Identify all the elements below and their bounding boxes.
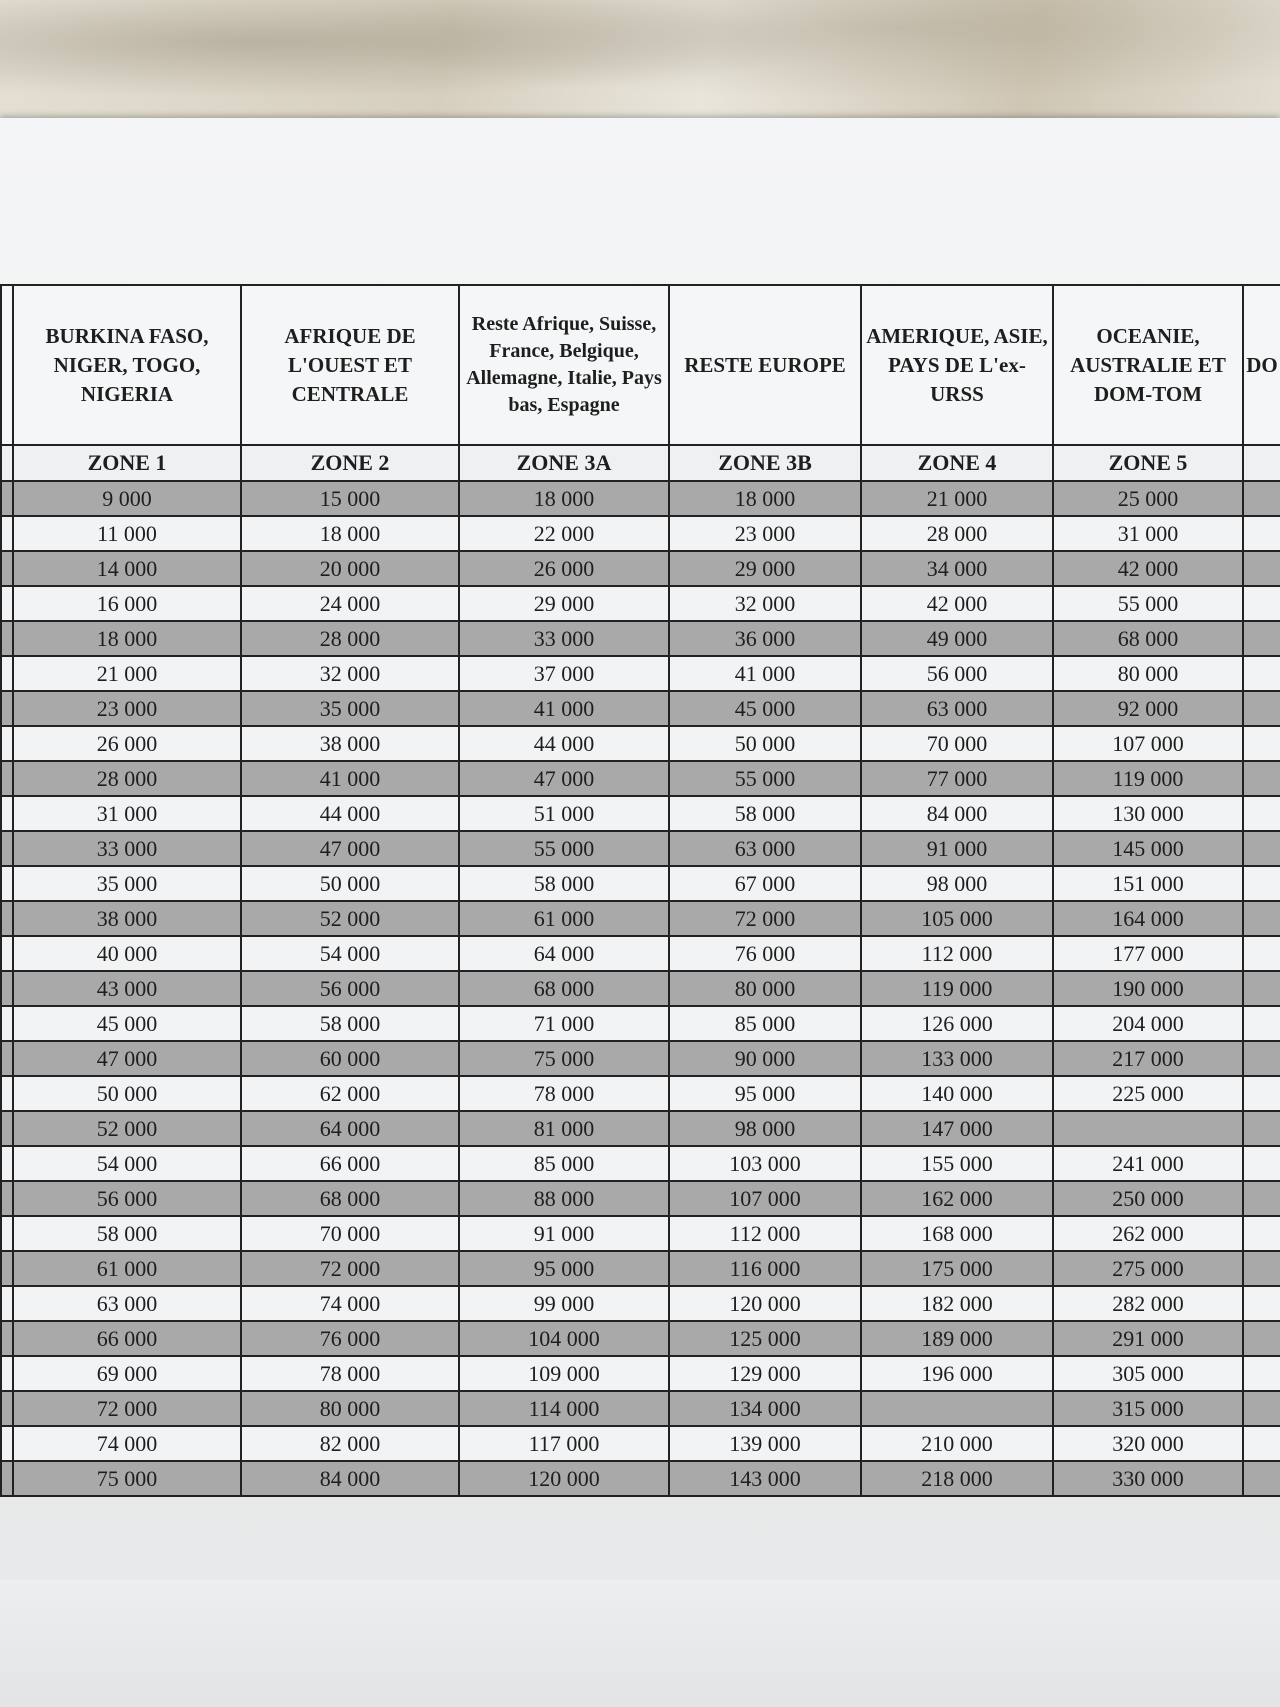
rate-cell-zone-3b: 58 000 [669, 796, 861, 831]
rate-cell-zone-2: 47 000 [241, 831, 459, 866]
rate-cell-zone-3a: 75 000 [459, 1041, 669, 1076]
rate-cell-zone-1: 69 000 [13, 1356, 241, 1391]
rate-cell-zone-5: 320 000 [1053, 1426, 1243, 1461]
rate-cell-zone-2: 35 000 [241, 691, 459, 726]
row-stub-right [1243, 1286, 1280, 1321]
row-stub-left [1, 621, 13, 656]
rate-cell-zone-5: 55 000 [1053, 586, 1243, 621]
table-row [1, 621, 1280, 656]
rate-cell-zone-4: 63 000 [861, 691, 1053, 726]
table-row [1, 1216, 1280, 1251]
header-region-cut-off: DO [1243, 285, 1280, 445]
rate-cell-zone-3b: 139 000 [669, 1426, 861, 1461]
rate-cell-zone-3b: 125 000 [669, 1321, 861, 1356]
row-stub-left [1, 866, 13, 901]
rate-cell-zone-3b: 90 000 [669, 1041, 861, 1076]
rate-cell-zone-2: 66 000 [241, 1146, 459, 1181]
row-stub-left [1, 481, 13, 516]
rate-cell-zone-5: 204 000 [1053, 1006, 1243, 1041]
rate-cell-zone-3a: 95 000 [459, 1251, 669, 1286]
zone-label-3a: ZONE 3A [459, 445, 669, 481]
rate-cell-zone-4: 175 000 [861, 1251, 1053, 1286]
rate-cell-zone-4: 70 000 [861, 726, 1053, 761]
row-stub-right [1243, 516, 1280, 551]
row-stub-left [1, 1461, 13, 1496]
rate-cell-zone-3a: 109 000 [459, 1356, 669, 1391]
rate-cell-zone-2: 64 000 [241, 1111, 459, 1146]
rate-cell-zone-1: 58 000 [13, 1216, 241, 1251]
table-row [1, 1181, 1280, 1216]
rate-cell-zone-3b: 103 000 [669, 1146, 861, 1181]
header-region-zone-4: AMERIQUE, ASIE, PAYS DE L'ex-URSS [861, 285, 1053, 445]
rate-cell-zone-4: 105 000 [861, 901, 1053, 936]
rate-cell-zone-3b: 45 000 [669, 691, 861, 726]
table-row [1, 726, 1280, 761]
row-stub-right [1243, 1391, 1280, 1426]
table-row [1, 1006, 1280, 1041]
table-row [1, 1076, 1280, 1111]
rate-cell-zone-5: 31 000 [1053, 516, 1243, 551]
rate-cell-zone-4: 196 000 [861, 1356, 1053, 1391]
row-stub-left [1, 1321, 13, 1356]
header-region-zone-1: BURKINA FASO, NIGER, TOGO, NIGERIA [13, 285, 241, 445]
row-stub-left [1, 936, 13, 971]
rate-cell-zone-2: 38 000 [241, 726, 459, 761]
rate-cell-zone-5: 68 000 [1053, 621, 1243, 656]
rate-cell-zone-4: 42 000 [861, 586, 1053, 621]
row-stub-left [1, 551, 13, 586]
rate-cell-zone-5: 164 000 [1053, 901, 1243, 936]
row-stub-right [1243, 971, 1280, 1006]
rate-cell-zone-4: 112 000 [861, 936, 1053, 971]
row-stub-left [1, 1111, 13, 1146]
rate-cell-zone-5: 145 000 [1053, 831, 1243, 866]
table-row [1, 761, 1280, 796]
rate-cell-zone-2: 74 000 [241, 1286, 459, 1321]
row-stub-right [1243, 586, 1280, 621]
rate-cell-zone-4: 34 000 [861, 551, 1053, 586]
rate-cell-zone-3a: 41 000 [459, 691, 669, 726]
rate-cell-zone-1: 18 000 [13, 621, 241, 656]
rate-cell-zone-3b: 112 000 [669, 1216, 861, 1251]
rate-cell-zone-2: 32 000 [241, 656, 459, 691]
table-row [1, 1426, 1280, 1461]
rate-cell-zone-1: 43 000 [13, 971, 241, 1006]
rate-cell-zone-3a: 37 000 [459, 656, 669, 691]
rate-cell-zone-2: 78 000 [241, 1356, 459, 1391]
zone-label-2: ZONE 2 [241, 445, 459, 481]
table-row [1, 1111, 1280, 1146]
table-row [1, 1286, 1280, 1321]
rate-cell-zone-5: 92 000 [1053, 691, 1243, 726]
row-stub-right [1243, 1181, 1280, 1216]
rate-cell-zone-3a: 85 000 [459, 1146, 669, 1181]
rate-cell-zone-5: 42 000 [1053, 551, 1243, 586]
rate-cell-zone-2: 41 000 [241, 761, 459, 796]
rate-cell-zone-4: 28 000 [861, 516, 1053, 551]
row-stub-right [1243, 901, 1280, 936]
rate-cell-zone-5: 151 000 [1053, 866, 1243, 901]
rate-cell-zone-3a: 51 000 [459, 796, 669, 831]
rate-cell-zone-4: 189 000 [861, 1321, 1053, 1356]
rate-cell-zone-1: 72 000 [13, 1391, 241, 1426]
rate-cell-zone-3a: 64 000 [459, 936, 669, 971]
row-stub-left [1, 1286, 13, 1321]
rate-cell-zone-2: 82 000 [241, 1426, 459, 1461]
row-stub-right [1243, 1216, 1280, 1251]
rate-rows [1, 481, 1280, 1496]
rate-cell-zone-3a: 91 000 [459, 1216, 669, 1251]
rate-cell-zone-2: 18 000 [241, 516, 459, 551]
zone-label-cut-off [1243, 445, 1280, 481]
rate-cell-zone-5: 25 000 [1053, 481, 1243, 516]
table-row [1, 831, 1280, 866]
rate-cell-zone-4: 168 000 [861, 1216, 1053, 1251]
rate-cell-zone-4: 218 000 [861, 1461, 1053, 1496]
rate-cell-zone-3b: 55 000 [669, 761, 861, 796]
row-stub-left [1, 796, 13, 831]
row-stub-right [1243, 831, 1280, 866]
rate-cell-zone-5: 217 000 [1053, 1041, 1243, 1076]
rate-cell-zone-4: 56 000 [861, 656, 1053, 691]
rate-cell-zone-2: 84 000 [241, 1461, 459, 1496]
rate-cell-zone-2: 80 000 [241, 1391, 459, 1426]
rate-cell-zone-4: 162 000 [861, 1181, 1053, 1216]
row-stub-right [1243, 1356, 1280, 1391]
row-stub-right [1243, 691, 1280, 726]
rate-cell-zone-3a: 55 000 [459, 831, 669, 866]
rate-cell-zone-5: 330 000 [1053, 1461, 1243, 1496]
rate-cell-zone-1: 47 000 [13, 1041, 241, 1076]
rate-cell-zone-5: 282 000 [1053, 1286, 1243, 1321]
rate-cell-zone-4: 98 000 [861, 866, 1053, 901]
rate-cell-zone-5: 190 000 [1053, 971, 1243, 1006]
row-stub-left [1, 1356, 13, 1391]
rate-cell-zone-2: 44 000 [241, 796, 459, 831]
rate-cell-zone-3b: 36 000 [669, 621, 861, 656]
row-stub-right [1243, 551, 1280, 586]
rate-cell-zone-4: 210 000 [861, 1426, 1053, 1461]
row-stub-right [1243, 1146, 1280, 1181]
rate-cell-zone-3a: 88 000 [459, 1181, 669, 1216]
row-stub-left [1, 1426, 13, 1461]
rate-cell-zone-5: 291 000 [1053, 1321, 1243, 1356]
rate-cell-zone-3b: 134 000 [669, 1391, 861, 1426]
rate-cell-zone-4: 77 000 [861, 761, 1053, 796]
table-row [1, 551, 1280, 586]
row-stub-left [1, 1391, 13, 1426]
row-stub-left [1, 1041, 13, 1076]
rate-cell-zone-3b: 23 000 [669, 516, 861, 551]
rate-cell-zone-2: 20 000 [241, 551, 459, 586]
rate-cell-zone-5: 130 000 [1053, 796, 1243, 831]
row-stub-left [1, 691, 13, 726]
rate-cell-zone-3b: 41 000 [669, 656, 861, 691]
rate-cell-zone-3a: 18 000 [459, 481, 669, 516]
row-stub-right [1243, 866, 1280, 901]
row-stub-left [1, 1251, 13, 1286]
rate-cell-zone-1: 66 000 [13, 1321, 241, 1356]
row-stub-right [1243, 1426, 1280, 1461]
rate-cell-zone-1: 9 000 [13, 481, 241, 516]
rate-cell-zone-3a: 114 000 [459, 1391, 669, 1426]
rate-cell-zone-5: 225 000 [1053, 1076, 1243, 1111]
rate-cell-zone-1: 45 000 [13, 1006, 241, 1041]
rate-cell-zone-4: 119 000 [861, 971, 1053, 1006]
table-row [1, 1251, 1280, 1286]
rate-cell-zone-1: 26 000 [13, 726, 241, 761]
table-row [1, 1321, 1280, 1356]
rate-cell-zone-3a: 44 000 [459, 726, 669, 761]
rate-cell-zone-4: 49 000 [861, 621, 1053, 656]
rate-cell-zone-3b: 98 000 [669, 1111, 861, 1146]
rate-cell-zone-3a: 99 000 [459, 1286, 669, 1321]
rate-cell-zone-1: 74 000 [13, 1426, 241, 1461]
rate-cell-zone-3a: 58 000 [459, 866, 669, 901]
rate-cell-zone-1: 40 000 [13, 936, 241, 971]
rate-cell-zone-2: 62 000 [241, 1076, 459, 1111]
rate-cell-zone-1: 31 000 [13, 796, 241, 831]
rate-cell-zone-3b: 76 000 [669, 936, 861, 971]
rate-cell-zone-5: 177 000 [1053, 936, 1243, 971]
rate-cell-zone-2: 50 000 [241, 866, 459, 901]
rate-cell-zone-5: 305 000 [1053, 1356, 1243, 1391]
table-row [1, 586, 1280, 621]
zone-header-row [1, 445, 1280, 481]
rate-cell-zone-1: 14 000 [13, 551, 241, 586]
header-region-zone-5: OCEANIE, AUSTRALIE ET DOM-TOM [1053, 285, 1243, 445]
rate-cell-zone-3a: 33 000 [459, 621, 669, 656]
row-stub-right [1243, 1321, 1280, 1356]
table-row [1, 901, 1280, 936]
row-stub-right [1243, 761, 1280, 796]
zone-label-3b: ZONE 3B [669, 445, 861, 481]
rate-cell-zone-1: 52 000 [13, 1111, 241, 1146]
rate-cell-zone-3a: 120 000 [459, 1461, 669, 1496]
row-stub-right [1243, 936, 1280, 971]
rate-cell-zone-3b: 129 000 [669, 1356, 861, 1391]
rate-cell-zone-3a: 81 000 [459, 1111, 669, 1146]
rate-cell-zone-1: 75 000 [13, 1461, 241, 1496]
rate-cell-zone-4: 91 000 [861, 831, 1053, 866]
row-stub-left [1, 1006, 13, 1041]
rate-cell-zone-1: 28 000 [13, 761, 241, 796]
rate-cell-zone-1: 61 000 [13, 1251, 241, 1286]
rate-cell-zone-4: 155 000 [861, 1146, 1053, 1181]
rate-cell-zone-4: 21 000 [861, 481, 1053, 516]
rate-cell-zone-3b: 72 000 [669, 901, 861, 936]
rate-cell-zone-4: 140 000 [861, 1076, 1053, 1111]
table-row [1, 516, 1280, 551]
rate-cell-zone-4: 133 000 [861, 1041, 1053, 1076]
rate-cell-zone-3b: 32 000 [669, 586, 861, 621]
row-stub-right [1243, 1041, 1280, 1076]
rate-cell-zone-5: 241 000 [1053, 1146, 1243, 1181]
rate-cell-zone-3b: 95 000 [669, 1076, 861, 1111]
row-stub-left [1, 726, 13, 761]
rate-cell-zone-3a: 104 000 [459, 1321, 669, 1356]
rate-cell-zone-1: 33 000 [13, 831, 241, 866]
table-row [1, 936, 1280, 971]
table-row [1, 1041, 1280, 1076]
zone-label-4: ZONE 4 [861, 445, 1053, 481]
row-stub-left [1, 1076, 13, 1111]
rate-cell-zone-3b: 107 000 [669, 1181, 861, 1216]
rate-cell-zone-5: 275 000 [1053, 1251, 1243, 1286]
rate-cell-zone-3a: 22 000 [459, 516, 669, 551]
row-stub-right [1243, 1076, 1280, 1111]
row-stub-right [1243, 726, 1280, 761]
row-stub-right [1243, 1251, 1280, 1286]
rate-cell-zone-1: 23 000 [13, 691, 241, 726]
rate-cell-zone-3a: 61 000 [459, 901, 669, 936]
rate-cell-zone-5: 315 000 [1053, 1391, 1243, 1426]
header-region-zone-3b: RESTE EUROPE [669, 285, 861, 445]
rate-cell-zone-2: 58 000 [241, 1006, 459, 1041]
rate-cell-zone-5 [1053, 1111, 1243, 1146]
row-stub-right [1243, 1111, 1280, 1146]
rate-cell-zone-2: 72 000 [241, 1251, 459, 1286]
header-region-stub [1, 285, 13, 445]
rate-cell-zone-3a: 26 000 [459, 551, 669, 586]
row-stub-left [1, 656, 13, 691]
rate-cell-zone-1: 54 000 [13, 1146, 241, 1181]
rate-cell-zone-4: 84 000 [861, 796, 1053, 831]
zone-label-1: ZONE 1 [13, 445, 241, 481]
rate-cell-zone-3b: 63 000 [669, 831, 861, 866]
rate-cell-zone-4: 147 000 [861, 1111, 1053, 1146]
rate-cell-zone-2: 28 000 [241, 621, 459, 656]
table-row [1, 971, 1280, 1006]
rate-cell-zone-2: 76 000 [241, 1321, 459, 1356]
row-stub-left [1, 516, 13, 551]
row-stub-left [1, 761, 13, 796]
table-row [1, 1391, 1280, 1426]
rate-cell-zone-2: 60 000 [241, 1041, 459, 1076]
rate-cell-zone-5: 250 000 [1053, 1181, 1243, 1216]
rate-cell-zone-3a: 71 000 [459, 1006, 669, 1041]
row-stub-left [1, 1181, 13, 1216]
rate-cell-zone-3b: 80 000 [669, 971, 861, 1006]
row-stub-right [1243, 1461, 1280, 1496]
table-row [1, 1146, 1280, 1181]
header-region-zone-3a: Reste Afrique, Suisse, France, Belgique, Allemagne, Italie, Pays bas, Espagne [459, 285, 669, 445]
rate-cell-zone-3a: 117 000 [459, 1426, 669, 1461]
zone-label-5: ZONE 5 [1053, 445, 1243, 481]
row-stub-left [1, 1146, 13, 1181]
rate-cell-zone-3b: 18 000 [669, 481, 861, 516]
rate-cell-zone-1: 21 000 [13, 656, 241, 691]
rate-cell-zone-2: 70 000 [241, 1216, 459, 1251]
rate-cell-zone-1: 50 000 [13, 1076, 241, 1111]
rate-cell-zone-4 [861, 1391, 1053, 1426]
row-stub-right [1243, 1006, 1280, 1041]
row-stub-left [1, 971, 13, 1006]
table-row [1, 866, 1280, 901]
region-header-row [1, 285, 1280, 445]
rate-cell-zone-3a: 78 000 [459, 1076, 669, 1111]
paper-bottom-margin [0, 1580, 1280, 1707]
rate-cell-zone-2: 24 000 [241, 586, 459, 621]
row-stub-right [1243, 656, 1280, 691]
rate-cell-zone-3b: 85 000 [669, 1006, 861, 1041]
rate-cell-zone-3b: 116 000 [669, 1251, 861, 1286]
rate-cell-zone-1: 11 000 [13, 516, 241, 551]
table-row [1, 691, 1280, 726]
rate-cell-zone-3b: 50 000 [669, 726, 861, 761]
row-stub-left [1, 831, 13, 866]
row-stub-right [1243, 796, 1280, 831]
table-row [1, 656, 1280, 691]
zone-label-stub [1, 445, 13, 481]
header-region-zone-2: AFRIQUE DE L'OUEST ET CENTRALE [241, 285, 459, 445]
table-row [1, 1461, 1280, 1496]
rate-cell-zone-2: 15 000 [241, 481, 459, 516]
rate-cell-zone-4: 126 000 [861, 1006, 1053, 1041]
rate-cell-zone-5: 107 000 [1053, 726, 1243, 761]
rate-cell-zone-2: 56 000 [241, 971, 459, 1006]
table-row [1, 796, 1280, 831]
rate-cell-zone-1: 38 000 [13, 901, 241, 936]
rate-cell-zone-3a: 68 000 [459, 971, 669, 1006]
shipping-rate-table [0, 284, 1280, 1497]
rate-cell-zone-3b: 120 000 [669, 1286, 861, 1321]
row-stub-right [1243, 481, 1280, 516]
rate-cell-zone-5: 80 000 [1053, 656, 1243, 691]
rate-cell-zone-5: 119 000 [1053, 761, 1243, 796]
rate-cell-zone-1: 63 000 [13, 1286, 241, 1321]
rate-cell-zone-1: 35 000 [13, 866, 241, 901]
row-stub-left [1, 1216, 13, 1251]
rate-cell-zone-3b: 67 000 [669, 866, 861, 901]
rate-cell-zone-1: 16 000 [13, 586, 241, 621]
rate-cell-zone-5: 262 000 [1053, 1216, 1243, 1251]
rate-cell-zone-3a: 47 000 [459, 761, 669, 796]
row-stub-left [1, 901, 13, 936]
rate-cell-zone-2: 68 000 [241, 1181, 459, 1216]
table-row [1, 481, 1280, 516]
rate-cell-zone-2: 52 000 [241, 901, 459, 936]
rate-cell-zone-2: 54 000 [241, 936, 459, 971]
table-row [1, 1356, 1280, 1391]
rate-cell-zone-4: 182 000 [861, 1286, 1053, 1321]
row-stub-right [1243, 621, 1280, 656]
rate-cell-zone-1: 56 000 [13, 1181, 241, 1216]
rate-cell-zone-3b: 29 000 [669, 551, 861, 586]
rate-cell-zone-3a: 29 000 [459, 586, 669, 621]
row-stub-left [1, 586, 13, 621]
rate-cell-zone-3b: 143 000 [669, 1461, 861, 1496]
